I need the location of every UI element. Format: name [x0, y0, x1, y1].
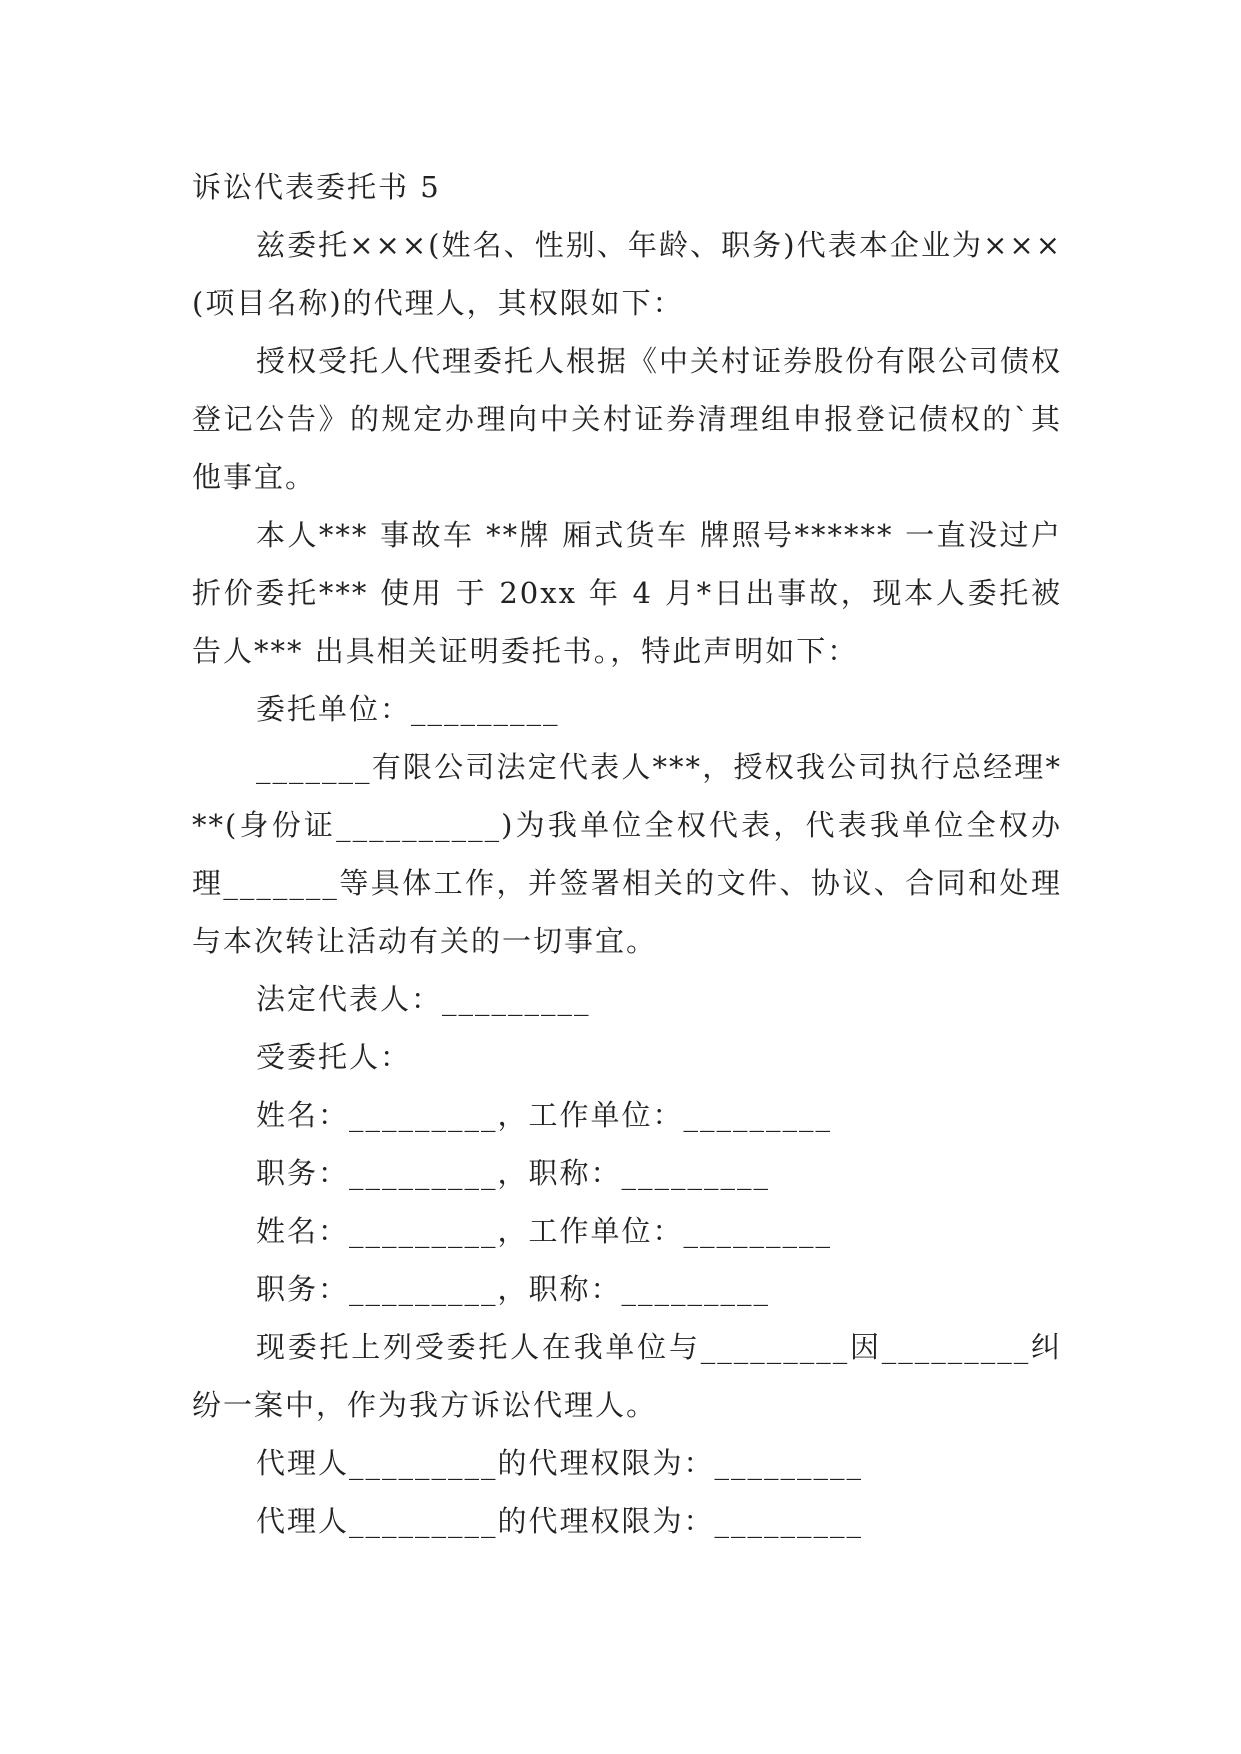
document-body [192, 158, 1062, 1550]
field-agent-authority-1: 代理人_________的代理权限为：_________ [256, 1446, 864, 1480]
field-position-title-1: 职务：_________，职称：_________ [256, 1156, 771, 1190]
paragraph-legal-representative-authorization: _______有限公司法定代表人***，授权我公司执行总经理***(身份证__________)为我单位全权代表，代表我单位全权办理_______等具体工作，并签署相关的文件、协议、合同和处理与本次转让活动有关的一切事宜。 [192, 750, 1062, 958]
field-agent-authority-2: 代理人_________的代理权限为：_________ [256, 1504, 864, 1538]
paragraph-litigation-agent: 现委托上列受委托人在我单位与_________因_________纠纷一案中，作为我方诉讼代理人。 [192, 1330, 1062, 1422]
paragraph-authorization: 授权受托人代理委托人根据《中关村证券股份有限公司债权登记公告》的规定办理向中关村证券清理组申报登记债权的`其他事宜。 [192, 344, 1063, 494]
field-legal-representative: 法定代表人：_________ [256, 982, 591, 1016]
label-entrusted-persons: 受委托人： [256, 1040, 412, 1074]
paragraph-entrustment: 兹委托×××(姓名、性别、年龄、职务)代表本企业为×××(项目名称)的代理人，其权限如下： [192, 228, 1062, 320]
document-title: 诉讼代表委托书 5 [192, 170, 441, 204]
field-name-workunit-1: 姓名：_________，工作单位：_________ [256, 1098, 833, 1132]
paragraph-accident-statement: 本人*** 事故车 **牌 厢式货车 牌照号****** 一直没过户 折价委托*** 使用 于 20xx 年 4 月*日出事故，现本人委托被告人*** 出具相关证明委托书。，特此声明如下： [192, 518, 1062, 668]
field-entrusting-unit: 委托单位：_________ [256, 692, 560, 726]
field-name-workunit-2: 姓名：_________，工作单位：_________ [256, 1214, 833, 1248]
field-position-title-2: 职务：_________，职称：_________ [256, 1272, 771, 1306]
